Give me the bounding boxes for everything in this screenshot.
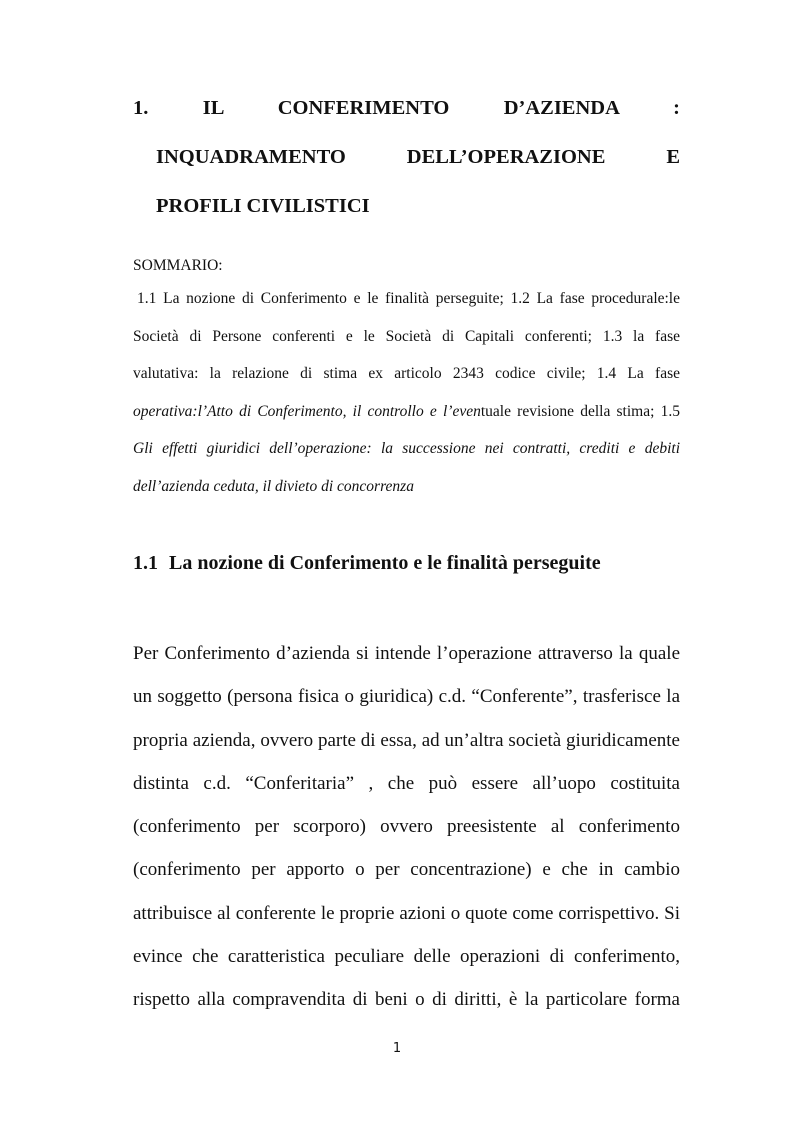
chapter-title-line-3: PROFILI CIVILISTICI (156, 195, 370, 217)
body-line: distinta c.d. “Conferitaria” , che può essere all’uopo costituita (133, 772, 680, 794)
page-number: 1 (392, 1041, 402, 1056)
summary-line: Gli effetti giuridici dell’operazione: la successione nei contratti, crediti e debiti (133, 440, 680, 457)
summary-line: 1.1 La nozione di Conferimento e le finalità perseguite; 1.2 La fase procedurale:le (137, 290, 680, 307)
summary-plain-fragment: tuale revisione della stima; 1.5 (480, 402, 680, 420)
chapter-title-line-2: INQUADRAMENTO DELL’OPERAZIONE E (156, 146, 680, 168)
body-line: evince che caratteristica peculiare delle operazioni di conferimento, (133, 946, 680, 968)
chapter-title (133, 92, 680, 239)
body-line: attribuisce al conferente le proprie azioni o quote come corrispettivo. Si (133, 902, 680, 924)
chapter-title-line-1: 1. IL CONFERIMENTO D’AZIENDA : (133, 97, 680, 119)
body-line: (conferimento per apporto o per concentrazione) e che in cambio (133, 859, 680, 881)
summary-line: valutativa: la relazione di stima ex articolo 2343 codice civile; 1.4 La fase (133, 365, 680, 382)
body-line: Per Conferimento d’azienda si intende l’operazione attraverso la quale (133, 643, 680, 664)
summary-line (133, 401, 680, 439)
body-line: (conferimento per scorporo) ovvero preesistente al conferimento (133, 816, 680, 838)
summary-body (133, 288, 680, 513)
summary-line: Società di Persone conferenti e le Società di Capitali conferenti; 1.3 la fase (133, 327, 680, 345)
section-number: 1.1 (133, 552, 158, 574)
body-line: rispetto alla compravendita di beni o di diritti, è la particolare forma (133, 989, 680, 1011)
summary-italic-fragment: operativa:l’Atto di Conferimento, il controllo e l’even (133, 402, 481, 420)
section-heading (133, 548, 601, 578)
summary-line: dell’azienda ceduta, il divieto di concorrenza (133, 477, 414, 495)
section-title: La nozione di Conferimento e le finalità perseguite (169, 552, 601, 574)
summary-label: SOMMARIO: (133, 257, 223, 274)
body-line: un soggetto (persona fisica o giuridica) c.d. “Conferente”, trasferisce la (133, 686, 680, 708)
body-line: propria azienda, ovvero parte di essa, ad un’altra società giuridicamente (133, 729, 680, 751)
body-paragraph (133, 640, 680, 1030)
